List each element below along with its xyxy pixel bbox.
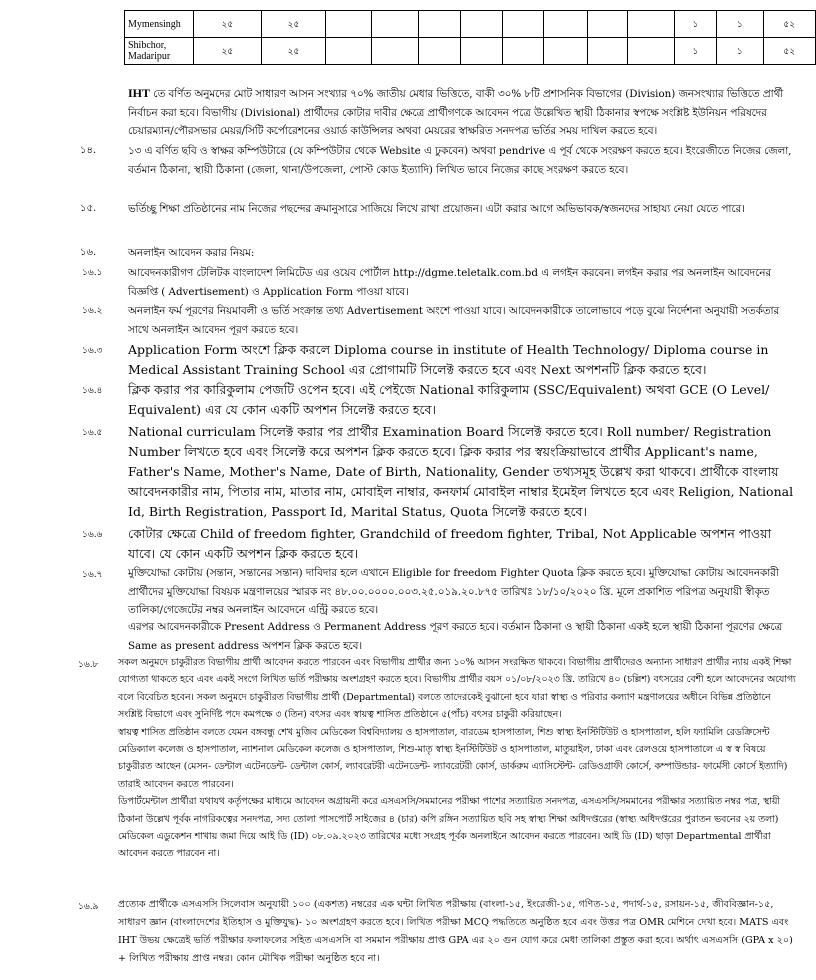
subitem-text: ক্লিক করার পর কারিকুলাম পেজটি ওপেন হবে। এই পেইজে National কারিকুলাম (SSC/Equivalent) অথবা GCE (O Level/ Equivalent) এর যে কোন একটি অপশন সিলেক্ট করতে হবে। [128, 382, 770, 417]
exam-rules: প্রত্যেক প্রার্থীকে এসএসসি সিলেবাস অনুযায়ী ১০০ (একশত) নম্বরের এক ঘন্টা লিখিত পরীক্ষায় (বাংলা-১৫, ইংরেজী-১৫, গণিত-১৫, পদার্থ-১৫, রসায়ন-১৫, জীববিজ্ঞান-১৫, সাধারণ জ্ঞান (বাংলাদেশের ইতিহাস ও মুক্তিযুদ্ধ)- ১০ অংশগ্রহণ করতে হবে। লিখিত পরীক্ষা MCQ পদ্ধতিতে অনুষ্ঠিত হবে এবং উত্তর পত্র OMR মেশিনে দেখা হবে। MATS এবং IHT উভয় ক্ষেত্রেই ভর্তি পরীক্ষার ফলাফলের সহিত এসএসসি বা সমমান পরীক্ষায় প্রাপ্ত GPA এর ২০ গুন যোগ করে মেধা তালিকা প্রস্তুত করা হবে। অর্থাৎ এসএসসি (GPA x ২০) + লিখিত পরীক্ষায় প্রাপ্ত নম্বর। কোন মৌখিক পরীক্ষা অনুষ্ঠিত হবে না। [118, 899, 793, 964]
table-cell: ২৫ [261, 11, 325, 38]
table-cell [628, 38, 674, 65]
subitem-text: মুক্তিযোদ্ধা কোটায় (সন্তান, সন্তানের সন্তান) দাবিদার হলে এখানে Eligible for freedom Fighter Quota ক্লিক করতে হবে। মুক্তিযোদ্ধা কোটায় আবেদনকারী প্রার্থীদের মুক্তিযোদ্ধা বিষয়ক মন্ত্রণালয়ের স্মারক নং ৪৮.০০.০০০০.০০৩.২৫.০১৯.২০.৮৭৫ তারিখঃ ১৮/১০/২০২০ খ্রি. মূলে প্রকাশিত পরিপত্র অনুযায়ী স্বীকৃত তালিকা/গেজেটের নম্বর অনলাইন আবেদনে এন্ট্রি করতে হবে। [128, 567, 779, 616]
subitem-text: Application Form অংশে ক্লিক করলে Diploma course in institute of Health Technology/ Diploma course in Medical Assistant Training School এর প্রোগামটি সিলেক্ট করতে হবে এবং Next অপশনটি ক্লিক করতে হবে। [128, 342, 769, 377]
subitem-label: ১৬.৪ [82, 386, 103, 396]
table-cell [326, 38, 372, 65]
item-text: ভর্তিচ্ছু শিক্ষা প্রতিষ্ঠানের নাম নিজের পছন্দের ক্রমানুসারে সাজিয়ে লিখে রাখা প্রয়োজন। এটা করার আগে অভিভাবক/স্বজনদের সাহায্য নেয়া যেতে পারে। [128, 203, 745, 215]
table-cell [543, 38, 587, 65]
item-label: ১৪. [80, 145, 97, 156]
table-cell [588, 11, 628, 38]
autonomous-para: স্বায়ত্ব শাসিত প্রতিষ্ঠান বলতে যেমন বঙ্গবন্ধু শেখ মুজিব মেডিকেল বিশ্ববিদ্যালয় ও হাসপাতাল, বারডেম হাসপাতাল, শিশু স্বাস্থ্য ইনস্টিটিউট ও হাসপাতাল, হলি ফ্যামিলি রেডক্রিসেন্ট মেডিক্যাল কলেজ ও হাসপাতাল, ন্যাশনাল মেডিকেল কলেজ ও হাসপাতাল, শিশু-মাতৃ স্বাস্থ্য ইনস্টিটিউট ও হাসপাতাল, মাতুয়াইল, ঢাকা এবং রেলওয়ে হাসপাতালে এ স্ব স্ব বিষয়ে চাকুরীরত আছেন (মেসন- ডেন্টাল এটেনডেন্ট- ডেন্টাল কোর্স, ল্যাবরেটরী এটেনডেন্ট- ল্যাবরেটরী কোর্স, ডার্করুম এ্যাসিস্টেন্ট- রেডিওগ্রাফী কোর্সে, কম্পাউন্ডার- ফার্মেসী কোর্সে ইত্যাদি) তারাই আবেদন করতে পারবেন। [118, 726, 788, 790]
table-cell: ১ [717, 38, 763, 65]
table-row [125, 38, 816, 65]
table-cell [628, 11, 674, 38]
intro-paragraph [128, 84, 796, 141]
item-text: ১৩ এ বর্ণিত ছবি ও স্বাক্ষর কম্পিউটারে (যে কম্পিউটার থেকে Website এ ঢুকবেন) অথবা pendrive এ পূর্ব থেকে সংরক্ষণ করতে হবে। ইংরেজীতে নিজের জেলা, বর্তমান ঠিকানা, স্থায়ী ঠিকানা (জেলা, থানা/উপজেলা, পোস্ট কোড ইত্যাদি) লিখিত ভাবে নিজের কাছে সংরক্ষণ করতে হবে। [128, 145, 792, 176]
table-cell [503, 38, 543, 65]
intro-text: তে বর্ণিত অনুমদের মোট সাধারণ আসন সংখ্যার ৭০% জাতীয় মেধার ভিত্তিতে, বাকী ৩০% ৮টি প্রশাসনিক বিভাগের (Division) জনসংখ্যার ভিত্তিতে প্রার্থী নির্বাচন করা হবে। বিভাগীয় (Divisional) প্রার্থীদের কোটার দাবীর ক্ষেত্রে প্রার্থীগণকে আবেদন পত্রে উল্লেখিত স্থায়ী ঠিকানার স্বপক্ষে সংশ্লিষ্ট ইউনিয়ন পরিষদের চেয়ারম্যান/পৌরসভার মেয়র/সিটি কর্পোরেশনের ওয়ার্ড কাউন্সিলর অথবা মেয়রের স্বাক্ষরিত সনদপত্র ভর্তির সময় দাখিল করতে হবে। [128, 88, 784, 137]
table-cell: ২৫ [193, 38, 261, 65]
table-cell: ৫২ [763, 38, 815, 65]
departmental-section [118, 654, 796, 863]
institute-name: Shibchor, Madaripur [125, 38, 194, 65]
subitem-label: ১৬.২ [82, 306, 103, 316]
address-note: এরপর আবেদনকারীকে Present Address ও Permanent Address পূরণ করতে হবে। বর্তমান ঠিকানা ও স্থায়ী ঠিকানা একই হলে স্থায়ী ঠিকানা পূরণের ক্ষেত্রে Same as present address অপশন ক্লিক করতে হবে। [128, 621, 783, 652]
item-text: অনলাইন আবেদন করার নিয়ম: [128, 247, 255, 259]
subitem-label: ১৬.৯ [78, 902, 99, 912]
table-cell [372, 38, 418, 65]
table-cell [460, 11, 502, 38]
table-cell [543, 11, 587, 38]
subitem-text: অনলাইন ফর্ম পূরণের নিয়মাবলী ও ভর্তি সংক্রান্ত তথ্য Advertisement অংশে পাওয়া যাবে। আবেদনকারীকে তালোভাবে পড়ে বুঝে নির্দেশনা অনুযায়ী সতর্কতার সাথে অনলাইন আবেদন পূরণ করতে হবে। [128, 305, 780, 336]
table-cell [460, 38, 502, 65]
table-cell: ৫২ [763, 11, 815, 38]
table-cell [326, 11, 372, 38]
departmental-para: সকল অনুমদে চাকুরীরত বিভাগীয় প্রার্থী আবেদন করতে পারবেন এবং বিভাগীয় প্রার্থীর জন্য ১০% আসন সংরক্ষিত থাকবে। বিভাগীয় প্রার্থীদেরও অন্যান্য সাধারণ প্রার্থীর ন্যায় একই শিক্ষা যোগ্যতা থাকতে হবে এবং একই সংগে লিখিত ভর্তি পরীক্ষায় অংশগ্রহণ করতে হবে। বিভাগীয় প্রার্থীর বয়স ০১/০৮/২০২৩ খ্রি. তারিখে ৪০ (চল্লিশ) বৎসরের বেশী হলে আবেদনের অযোগ্য বলে বিবেচিত হবেন। সকল অনুমদে চাকুরীরত বিভাগীয় প্রার্থী (Departmental) বলতে তাদেরকেই বুঝানো হবে যারা স্বাস্থ্য ও পরিবার কল্যাণ মন্ত্রণালয়ের অধীনে বিভিন্ন প্রতিষ্ঠানে সংশ্লিষ্ট বিভাগে এবং সুনির্দিষ্ট পদে কমপক্ষে ৩ (তিন) বৎসর এবং স্বায়ত্ব শাসিত প্রতিষ্ঠানে ৫(পাঁচ) বৎসর চাকুরী করিয়াছেন। [118, 657, 796, 721]
subitem-text: কোটার ক্ষেত্রে Child of freedom fighter, Grandchild of freedom fighter, Tribal, Not Applicable অপশন পাওয়া যাবে। যে কোন একটি অপশন ক্লিক করতে হবে। [128, 526, 772, 561]
id-collection-para: ডিপার্টমেন্টাল প্রার্থীরা যথাযথ কর্তৃপক্ষের মাধ্যমে আবেদন অগ্রায়নী করে এসএসসি/সমমানের পরীক্ষা পাশের সত্যায়িত সনদপত্র, এসএসসি/সমমানের পরীক্ষার সত্যায়িত নম্বর পত্র, স্থায়ী ঠিকানা উল্লেখ পূর্বক নাগরিকত্বের সনদপত্র, সদ্য তোলা পাসপোর্ট সাইজের ৪ (চার) কপি রঙ্গিন সত্যায়িত ছবি সহ স্বাস্থ্য শিক্ষা অধিদপ্তরের (স্বাস্থ্য অধিদপ্তরের পুরাতন ভবনের ২য় তলা) মেডিকেল এডুকেশন শাখায় জমা দিয়ে আই ডি (ID) ০৮.০৯.২০২৩ তারিখের মধ্যে সংগ্রহ পূর্বক অনলাইনে আবেদন করতে পারবেন। আই ডি (ID) ছাড়া Departmental প্রার্থীরা আবেদন করতে পারবেন না। [118, 796, 781, 860]
subitem-label: ১৬.১ [82, 268, 103, 278]
table-cell [372, 11, 418, 38]
intro-lead: IHT [128, 86, 151, 100]
table-row [125, 11, 816, 38]
subitem-label: ১৬.৬ [82, 530, 103, 540]
subitem-label: ১৬.৭ [82, 570, 103, 580]
item-label: ১৫. [80, 203, 97, 214]
subitem-text: National curriculam সিলেক্ট করার পর প্রার্থীর Examination Board সিলেক্ট করতে হবে। Roll number/ Registration Number লিখতে হবে এবং সিলেক্ট করে অপশন ক্লিক করতে হবে। ক্লিক করার পর স্বয়ংক্রিয়াভাবে প্রার্থীর Applicant's name, Father's Name, Mother's Name, Date of Birth, Nationality, Gender তথ্যসমূহ উল্লেখ করা থাকবে। প্রার্থীকে বাংলায় আবেদনকারীর নাম, পিতার নাম, মাতার নাম, মোবাইল নাম্বার, কনফার্ম মোবাইল নাম্বার ইমেইল লিখতে হবে এবং Religion, National Id, Birth Registration, Passport Id, Marital Status, Quota সিলেক্ট করতে হবে। [128, 424, 794, 519]
subitem-label: ১৬.৮ [78, 660, 99, 670]
table-cell [503, 11, 543, 38]
table-cell: ১ [674, 38, 716, 65]
table-cell [588, 38, 628, 65]
item-label: ১৬. [80, 247, 97, 258]
table-cell: ১ [674, 11, 716, 38]
institute-name: Mymensingh [125, 11, 194, 38]
table-cell: ১ [717, 11, 763, 38]
subitem-text: আবেদনকারীগণ টেলিটক বাংলাদেশ লিমিটেড এর ওয়েব পোর্টাল http://dgme.teletalk.com.bd এ লগইন করবেন। লগইন করার পর অনলাইন আবেদনের বিজ্ঞপ্তি ( Advertisement) ও Application Form পাওয়া যাবে। [128, 267, 771, 298]
table-cell: ২৫ [261, 38, 325, 65]
seat-table [124, 10, 816, 65]
table-cell [418, 38, 460, 65]
table-cell [418, 11, 460, 38]
subitem-label: ১৬.৩ [82, 346, 103, 356]
subitem-label: ১৬.৫ [82, 428, 103, 438]
table-cell: ২৫ [193, 11, 261, 38]
